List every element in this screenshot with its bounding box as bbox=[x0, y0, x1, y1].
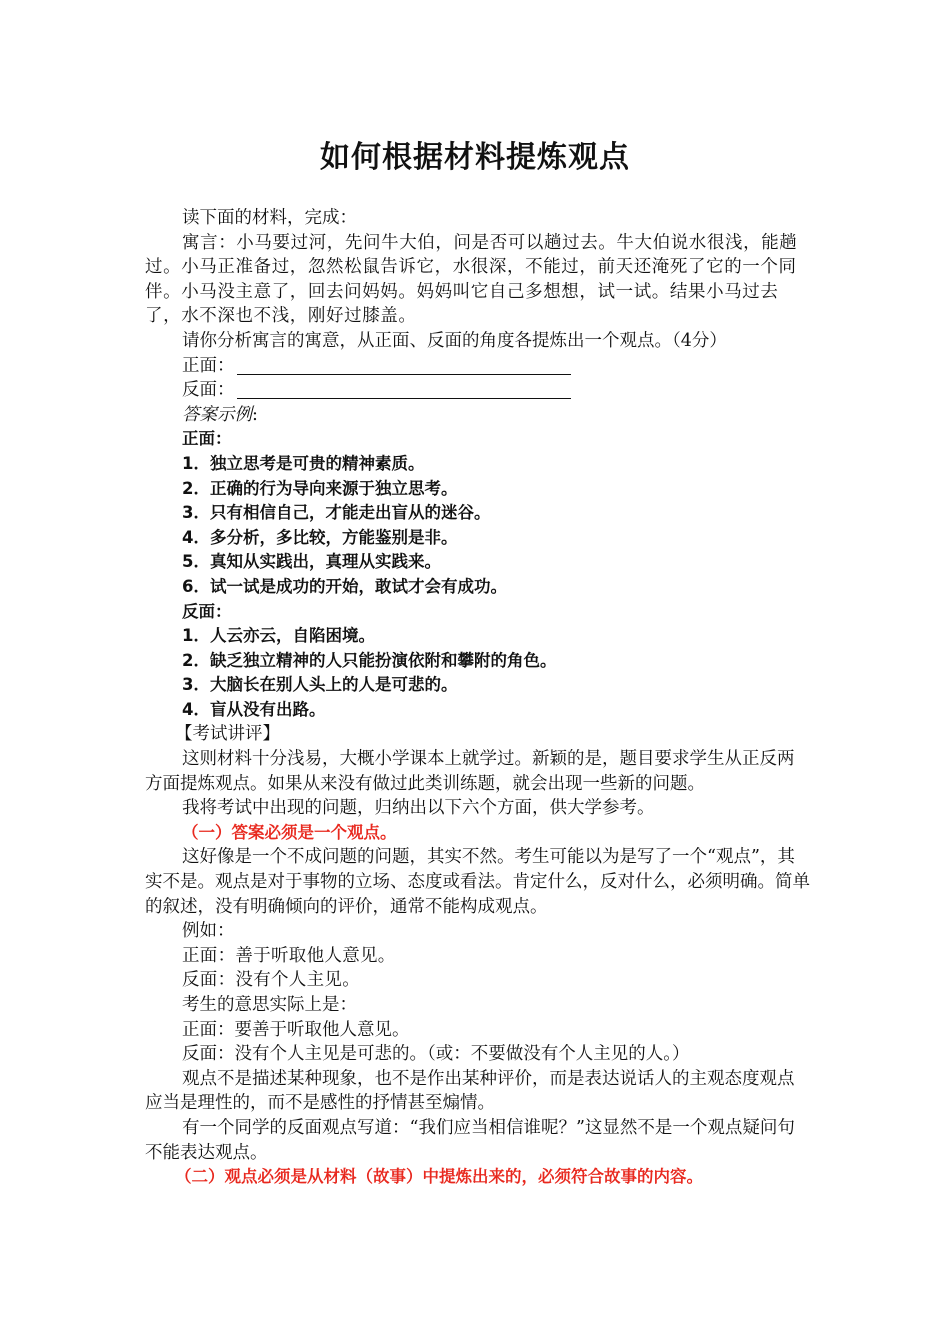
list-item: 2．正确的行为导向来源于独立思考。 bbox=[182, 478, 458, 498]
list-item: 6．试一试是成功的开始，敢试才会有成功。 bbox=[182, 576, 507, 596]
answer-example-label: 答案示例 bbox=[182, 404, 252, 425]
actual-positive: 正面：要善于听取他人意见。 bbox=[182, 1019, 410, 1040]
answer-example-colon: : bbox=[252, 404, 258, 425]
blank-negative-row bbox=[145, 378, 810, 403]
negative-heading: 反面： bbox=[182, 601, 232, 621]
actual-meaning-label: 考生的意思实际上是： bbox=[182, 995, 357, 1015]
blank-positive-row bbox=[145, 354, 810, 379]
list-item: 3．只有相信自己，才能走出盲从的迷谷。 bbox=[182, 503, 491, 523]
blank-negative-line bbox=[237, 382, 571, 399]
blank-positive-label: 正面： bbox=[182, 355, 235, 376]
list-item: 4．盲从没有出路。 bbox=[182, 699, 326, 719]
section-1-paragraph-3: 有一个同学的反面观点写道：“我们应当相信谁呢？”这显然不是一个观点疑问句不能表达观点。 bbox=[145, 1117, 795, 1163]
question-line: 请你分析寓言的寓意，从正面、反面的角度各提炼出一个观点。（4分） bbox=[182, 330, 727, 351]
blank-negative-label: 反面： bbox=[182, 380, 235, 401]
section-2-heading: （二）观点必须是从材料（故事）中提炼出来的，必须符合故事的内容。 bbox=[175, 1167, 703, 1187]
actual-negative: 反面：没有个人主见是可悲的。（或：不要做没有个人主见的人。） bbox=[182, 1044, 690, 1065]
answer-example-heading bbox=[145, 403, 810, 428]
list-item: 1．人云亦云，自陷困境。 bbox=[182, 626, 375, 646]
blank-positive-line bbox=[237, 358, 571, 375]
page-title: 如何根据材料提炼观点 bbox=[320, 140, 630, 175]
example-negative: 反面：没有个人主见。 bbox=[182, 970, 360, 991]
section-1-paragraph-2: 观点不是描述某种现象，也不是作出某种评价，而是表达说话人的主观态度观点应当是理性的，而不是感性的抒情甚至煽情。 bbox=[145, 1068, 795, 1114]
list-item: 4．多分析，多比较，方能鉴别是非。 bbox=[182, 527, 458, 547]
list-item: 2．缺乏独立精神的人只能扮演依附和攀附的角色。 bbox=[182, 650, 557, 670]
intro-line: 读下面的材料，完成： bbox=[182, 208, 357, 228]
section-1-heading: （一）答案必须是一个观点。 bbox=[182, 822, 397, 842]
list-item: 1．独立思考是可贵的精神素质。 bbox=[182, 453, 425, 473]
example-label: 例如： bbox=[182, 921, 235, 942]
review-paragraph-2: 我将考试中出现的问题，归纳出以下六个方面，供大学参考。 bbox=[182, 798, 655, 819]
positive-heading: 正面： bbox=[182, 429, 232, 449]
fable-paragraph: 寓言：小马要过河，先问牛大伯，问是否可以趟过去。牛大伯说水很浅，能趟过。小马正准备过，忽然松鼠告诉它，水很深，不能过，前天还淹死了它的一个同伴。小马没主意了，回去问妈妈。妈妈叫它自己多想想，试一试。结果小马过去了，水不深也不浅，刚好过膝盖。 bbox=[145, 232, 798, 327]
list-item: 5．真知从实践出，真理从实践来。 bbox=[182, 552, 441, 572]
review-heading: 【考试讲评】 bbox=[175, 724, 280, 745]
document-body bbox=[145, 206, 810, 1190]
review-paragraph-1: 这则材料十分浅易，大概小学课本上就学过。新颖的是，题目要求学生从正反两方面提炼观点。如果从来没有做过此类训练题，就会出现一些新的问题。 bbox=[145, 749, 795, 794]
section-1-paragraph-1: 这好像是一个不成问题的问题，其实不然。考生可能以为是写了一个“观点”，其实不是。观点是对于事物的立场、态度或看法。肯定什么，反对什么，必须明确。简单的叙述，没有明确倾向的评价，通常不能构成观点。 bbox=[145, 847, 810, 917]
example-positive: 正面：善于听取他人意见。 bbox=[182, 945, 396, 966]
list-item: 3．大脑长在别人头上的人是可悲的。 bbox=[182, 675, 458, 695]
